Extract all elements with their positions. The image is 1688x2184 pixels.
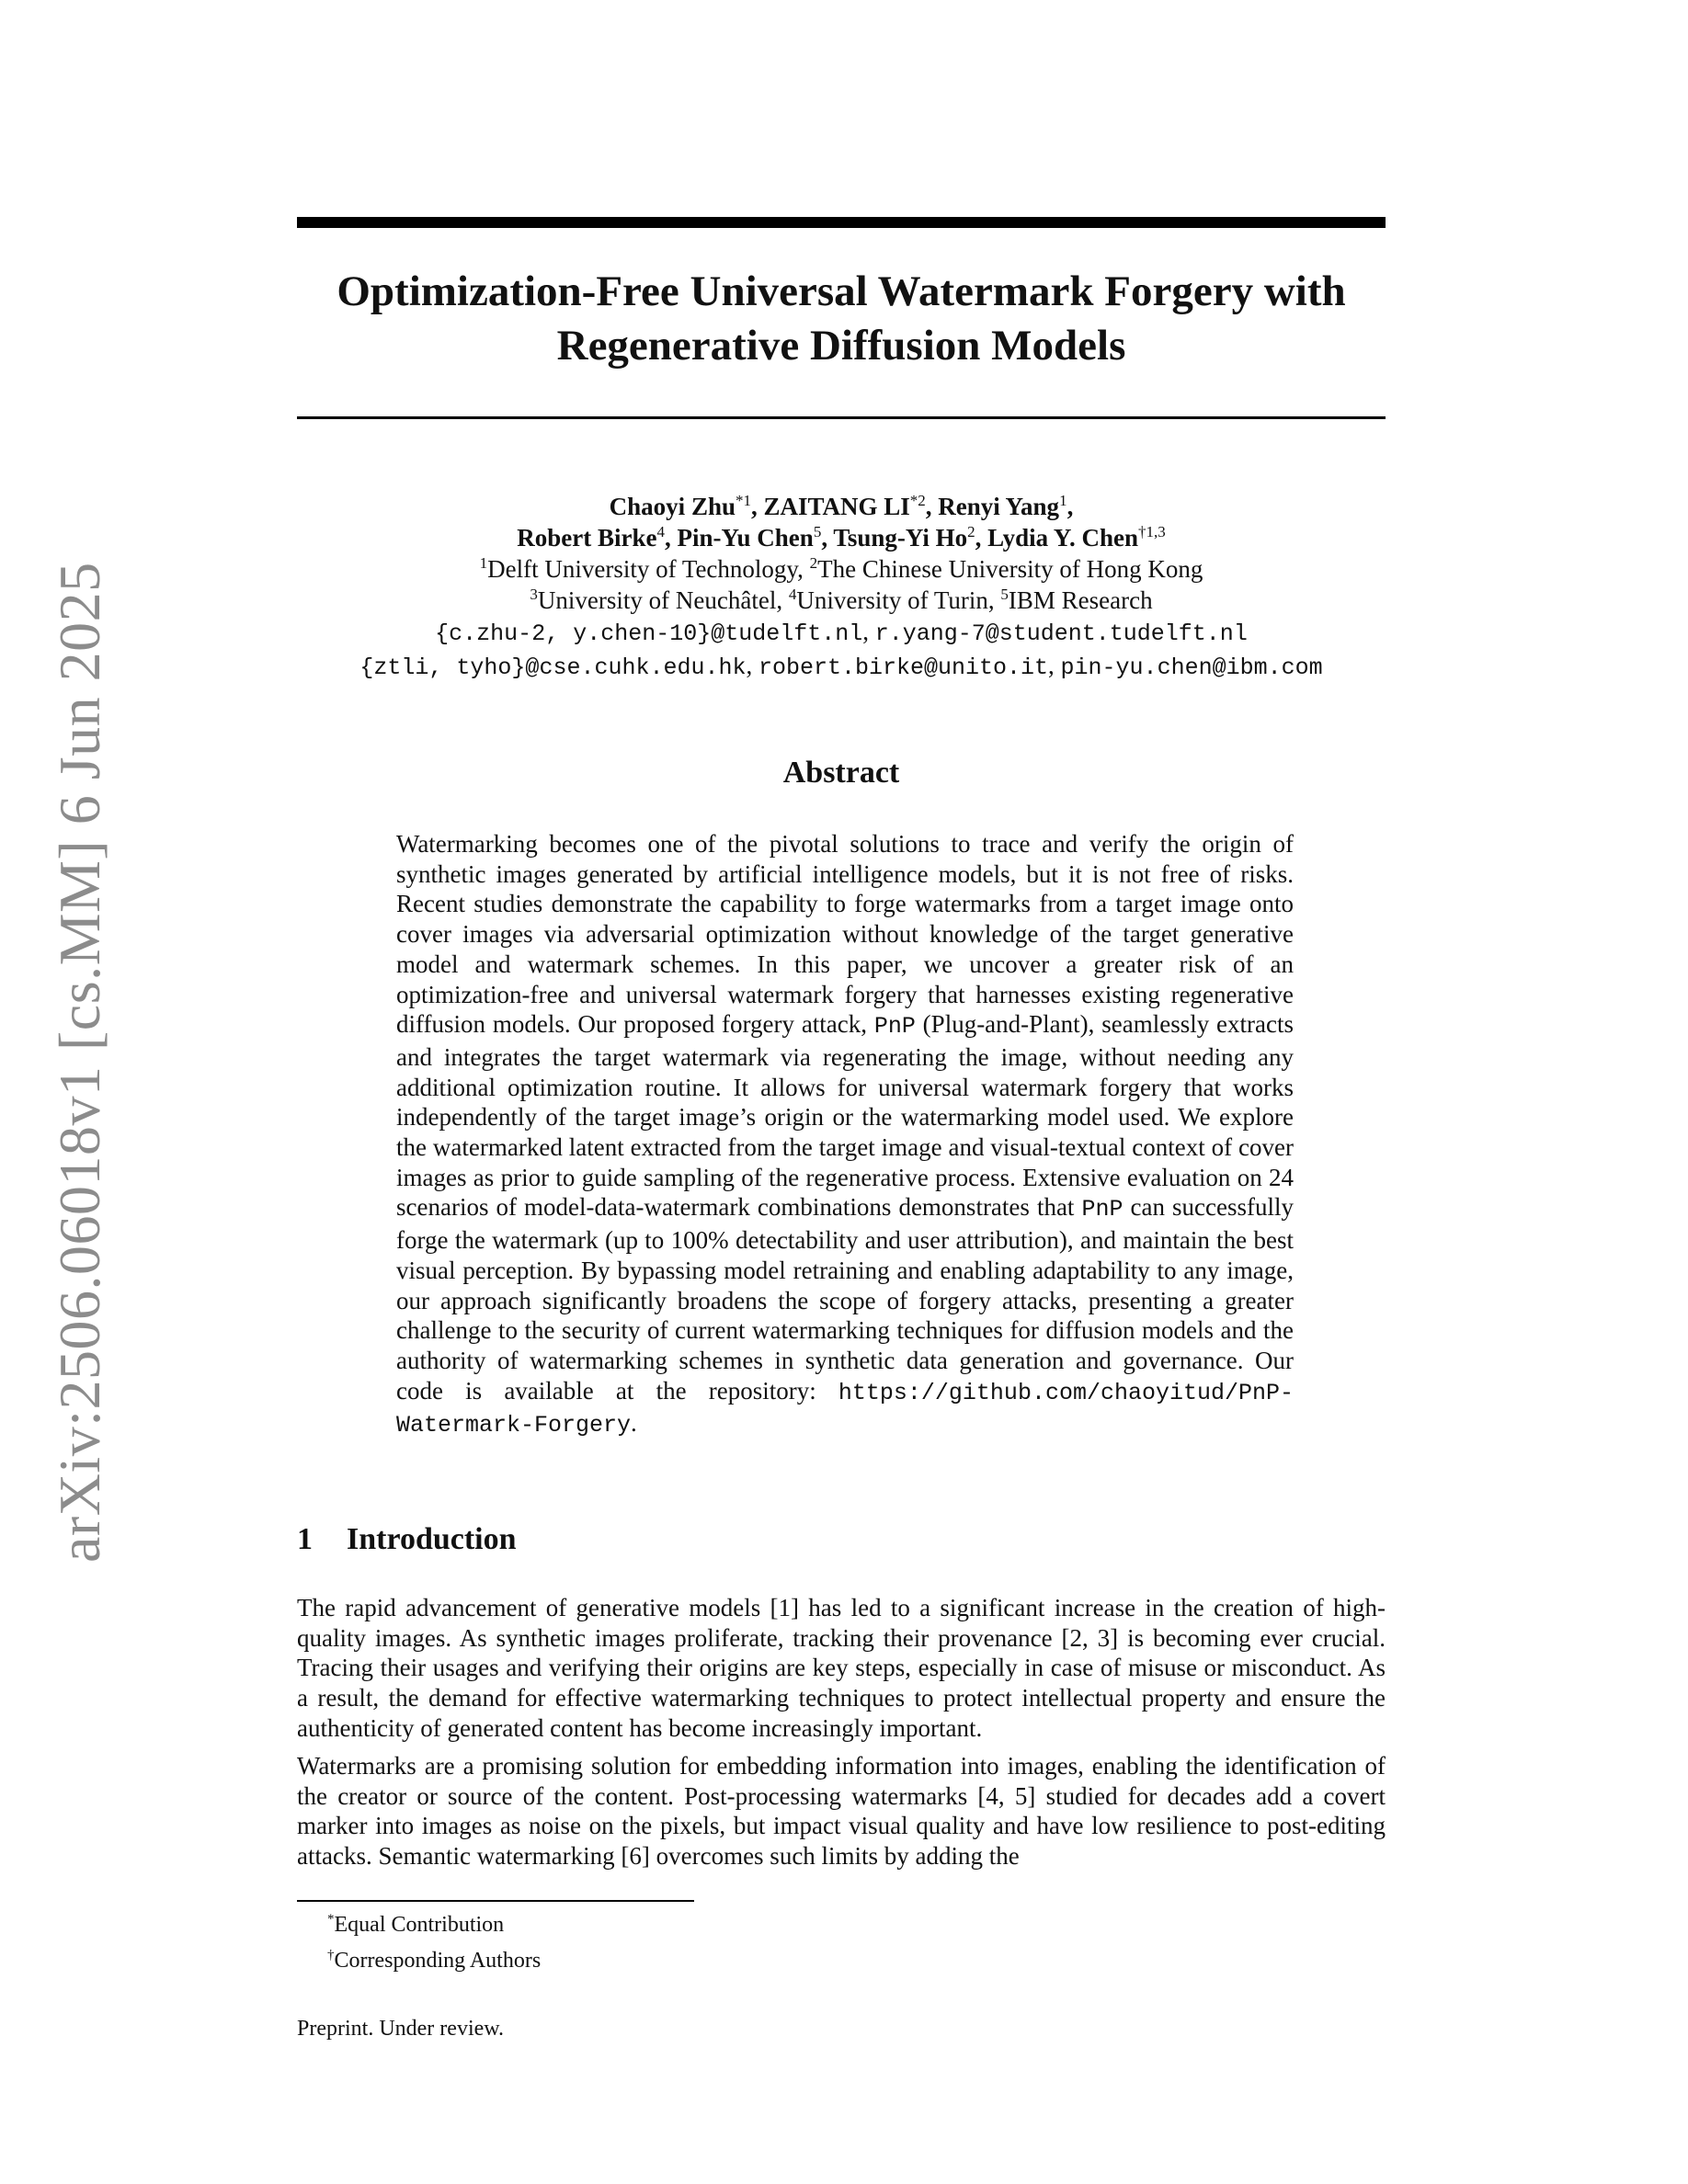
section-title: Introduction [347, 1522, 517, 1556]
intro-paragraph-1: The rapid advancement of generative models [1] has led to a significant increase in the creation of high-quality images. As synthetic images proliferate, tracking their provenance [2, 3] is becoming ever crucial. Tracing their usages and verifying their origins are key steps, especially in case of misuse or misconduct. As a result, the demand for effective watermarking techniques to protect intellectual property and ensure the authenticity of generated content has become increasingly important. [297, 1594, 1386, 1742]
affiliation-mark: 4 [788, 586, 797, 603]
author-mark: †1,3 [1137, 523, 1166, 540]
repository-link[interactable]: https://github.com/chaoyitud/PnP-Watermark-Forgery [396, 1379, 1294, 1439]
affiliation-mark: 1 [479, 554, 488, 572]
footnote-text: Corresponding Authors [334, 1949, 542, 1973]
abstract-end: . [631, 1409, 637, 1438]
author-names-line-1: Chaoyi Zhu$^{*1}$, ZAITANG LI$^{*2}$, Renyi Yang$^1$, [609, 492, 1074, 520]
title-line-2: Regenerative Diffusion Models [556, 322, 1126, 370]
author-block [297, 491, 1386, 684]
method-name: PnP [873, 1013, 916, 1041]
affiliation: IBM Research [1008, 586, 1153, 614]
email-address[interactable]: {c.zhu-2, y.chen-10}@tudelft.nl [435, 620, 863, 647]
intro-paragraph-2: Watermarks are a promising solution for embedding information into images, enabling the identification of the creator or source of the content. Post-processing watermarks [4, 5] studied for decades add a covert marker into images as noise on the pixels, but impact visual quality and have low resilience to post-editing attacks. Semantic watermarking [6] overcomes such limits by adding the [297, 1752, 1386, 1871]
footnote-mark: † [327, 1948, 335, 1962]
author-name: ZAITANG LI [763, 493, 910, 520]
title-bottom-rule [297, 416, 1386, 419]
arxiv-identifier: arXiv:2506.06018v1 [cs.MM] 6 Jun 2025 [47, 562, 112, 1563]
affiliation: University of Neuchâtel, [537, 586, 783, 614]
author-mark: 4 [656, 523, 665, 540]
footnote-rule [297, 1900, 694, 1902]
affiliation: Delft University of Technology, [487, 555, 804, 583]
author-mark: *2 [909, 492, 926, 509]
affiliations-line-2 [297, 585, 1386, 616]
author-name: Tsung-Yi Ho [833, 524, 968, 552]
affiliation: The Chinese University of Hong Kong [817, 555, 1203, 583]
footnote-corresponding-authors [327, 1940, 541, 1976]
abstract-body [396, 829, 1294, 1441]
affiliation-mark: 2 [809, 554, 818, 572]
footnote-mark: * [327, 1912, 335, 1927]
email-address[interactable]: {ztli, tyho}@cse.cuhk.edu.hk [359, 654, 747, 681]
abstract-text: Watermarking becomes one of the pivotal solutions to trace and verify the origin of synthetic images generated by artificial intelligence models, but it is not free of risks. Recent studies demonstrate the capability to forge watermarks from a target image onto cover images via adversarial optimization without knowledge of the target generative model and watermark schemes. In this paper, we uncover a greater risk of an optimization-free and universal watermark forgery that harnesses existing regenerative diffusion models. Our proposed forgery attack, [396, 830, 1294, 1039]
title-line-1: Optimization-Free Universal Watermark Forgery with [336, 267, 1346, 315]
title-top-rule [297, 217, 1386, 228]
email-address[interactable]: pin-yu.chen@ibm.com [1060, 654, 1323, 681]
footnote-text: Equal Contribution [334, 1913, 505, 1937]
author-name: Robert Birke [517, 524, 657, 552]
abstract-heading: Abstract [782, 756, 900, 790]
author-mark: *1 [735, 492, 751, 509]
author-mark: 2 [967, 523, 975, 540]
paper-title [297, 265, 1386, 373]
section-heading-introduction [297, 1522, 517, 1557]
emails-line-2: {ztli, tyho}@cse.cuhk.edu.hk, robert.birke@unito.it, pin-yu.chen@ibm.com [359, 652, 1323, 681]
author-name: Pin-Yu Chen [677, 524, 814, 552]
preprint-notice: Preprint. Under review. [297, 2017, 505, 2041]
section-number: 1 [297, 1522, 313, 1556]
author-name: Lydia Y. Chen [987, 524, 1138, 552]
affiliation-mark: 3 [530, 586, 538, 603]
author-mark: 5 [813, 523, 822, 540]
author-name: Chaoyi Zhu [609, 493, 736, 520]
affiliation-mark: 5 [1000, 586, 1009, 603]
author-name: Renyi Yang [938, 493, 1060, 520]
emails-line-1: {c.zhu-2, y.chen-10}@tudelft.nl, r.yang-7@student.tudelft.nl [435, 618, 1248, 647]
footnote-equal-contribution [327, 1905, 541, 1940]
method-name: PnP [1081, 1196, 1123, 1223]
email-address[interactable]: robert.birke@unito.it [758, 654, 1049, 681]
affiliation: University of Turin, [796, 586, 995, 614]
affiliations-line-1 [297, 553, 1386, 585]
author-names-line-2: Robert Birke$^4$, Pin-Yu Chen$^5$, Tsung-Yi Ho$^2$, Lydia Y. Chen$^{\dagger 1,3}$ [517, 523, 1166, 552]
email-address[interactable]: r.yang-7@student.tudelft.nl [874, 620, 1248, 647]
abstract-text: (Plug-and-Plant), seamlessly extracts and integrates the target watermark via regenerating the image, without needing any additional optimization routine. It allows for universal watermark forgery that works independently of the target image’s origin or the watermarking model used. We explore the watermarked latent extracted from the target image and visual-textual context of cover images as prior to guide sampling of the regenerative process. Extensive evaluation on 24 scenarios of model-data-watermark combinations demonstrates that [396, 1010, 1294, 1222]
footnotes [327, 1905, 541, 1976]
author-mark: 1 [1059, 492, 1067, 509]
abstract-text: can successfully forge the watermark (up to 100% detectability and user attribution), and maintain the best visual perception. By bypassing model retraining and enabling adaptability to any image, our approach significantly broadens the scope of forgery attacks, presenting a greater challenge to the security of current watermarking techniques for diffusion models and the authority of watermarking schemes in synthetic data generation and governance. Our code is available at the repository: [396, 1193, 1294, 1405]
